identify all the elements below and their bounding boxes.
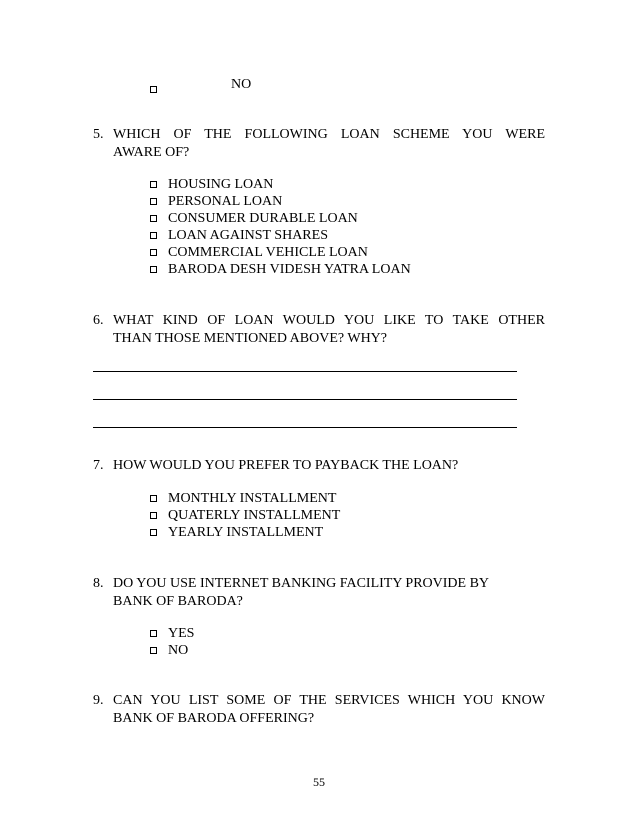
question-text-line1: WHAT KIND OF LOAN WOULD YOU LIKE TO TAKE OTHER bbox=[113, 313, 545, 328]
option-label: QUATERLY INSTALLMENT bbox=[168, 508, 341, 523]
option-no-checkbox-top[interactable] bbox=[150, 81, 157, 98]
checkbox-square-icon[interactable] bbox=[150, 512, 157, 519]
checkbox-square-icon[interactable] bbox=[150, 495, 157, 502]
option-commercial-vehicle-loan[interactable] bbox=[150, 244, 368, 261]
option-label: LOAN AGAINST SHARES bbox=[168, 228, 328, 243]
option-label: CONSUMER DURABLE LOAN bbox=[168, 211, 358, 226]
question-6 bbox=[93, 312, 545, 348]
option-label: MONTHLY INSTALLMENT bbox=[168, 491, 337, 506]
checkbox-square-icon[interactable] bbox=[150, 215, 157, 222]
option-loan-against-shares[interactable] bbox=[150, 227, 328, 244]
option-label: BARODA DESH VIDESH YATRA LOAN bbox=[168, 262, 411, 277]
option-label: NO bbox=[168, 643, 189, 658]
option-yearly-installment[interactable] bbox=[150, 524, 323, 541]
checkbox-square-icon[interactable] bbox=[150, 86, 157, 93]
checkbox-square-icon[interactable] bbox=[150, 647, 157, 654]
checkbox-square-icon[interactable] bbox=[150, 630, 157, 637]
question-8 bbox=[93, 575, 545, 611]
page-number: 55 bbox=[313, 775, 325, 789]
option-personal-loan[interactable] bbox=[150, 193, 282, 210]
option-label: YEARLY INSTALLMENT bbox=[168, 525, 324, 540]
question-number: 8. bbox=[93, 576, 104, 591]
option-baroda-desh-videsh-yatra-loan[interactable] bbox=[150, 261, 411, 278]
question-text-line2: AWARE OF? bbox=[113, 145, 190, 160]
checkbox-square-icon[interactable] bbox=[150, 249, 157, 256]
option-consumer-durable-loan[interactable] bbox=[150, 210, 358, 227]
option-label: NO bbox=[231, 77, 252, 92]
checkbox-square-icon[interactable] bbox=[150, 198, 157, 205]
checkbox-square-icon[interactable] bbox=[150, 266, 157, 273]
question-text-line1: DO YOU USE INTERNET BANKING FACILITY PROVIDE BY bbox=[113, 576, 490, 591]
question-text-line2: THAN THOSE MENTIONED ABOVE? WHY? bbox=[113, 331, 388, 346]
option-no[interactable] bbox=[150, 642, 188, 659]
answer-line-2[interactable] bbox=[93, 399, 517, 400]
option-quaterly-installment[interactable] bbox=[150, 507, 340, 524]
option-yes[interactable] bbox=[150, 625, 194, 642]
question-text-line2: BANK OF BARODA? bbox=[113, 594, 243, 609]
option-label: HOUSING LOAN bbox=[168, 177, 274, 192]
option-monthly-installment[interactable] bbox=[150, 490, 336, 507]
question-7 bbox=[93, 457, 545, 475]
option-label: YES bbox=[168, 626, 195, 641]
question-number: 7. bbox=[93, 458, 104, 473]
question-9 bbox=[93, 692, 545, 728]
question-text-line1: HOW WOULD YOU PREFER TO PAYBACK THE LOAN? bbox=[113, 458, 459, 473]
question-text-line1: WHICH OF THE FOLLOWING LOAN SCHEME YOU WERE bbox=[113, 127, 545, 142]
checkbox-square-icon[interactable] bbox=[150, 529, 157, 536]
checkbox-square-icon[interactable] bbox=[150, 232, 157, 239]
question-number: 9. bbox=[93, 693, 104, 708]
question-text-line2: BANK OF BARODA OFFERING? bbox=[113, 711, 315, 726]
option-housing-loan[interactable] bbox=[150, 176, 273, 193]
question-number: 5. bbox=[93, 127, 104, 142]
question-5 bbox=[93, 126, 545, 162]
question-number: 6. bbox=[93, 313, 104, 328]
answer-line-1[interactable] bbox=[93, 371, 517, 372]
option-label: COMMERCIAL VEHICLE LOAN bbox=[168, 245, 368, 260]
option-label: PERSONAL LOAN bbox=[168, 194, 283, 209]
answer-line-3[interactable] bbox=[93, 427, 517, 428]
question-text-line1: CAN YOU LIST SOME OF THE SERVICES WHICH YOU KNOW bbox=[113, 693, 545, 708]
checkbox-square-icon[interactable] bbox=[150, 181, 157, 188]
